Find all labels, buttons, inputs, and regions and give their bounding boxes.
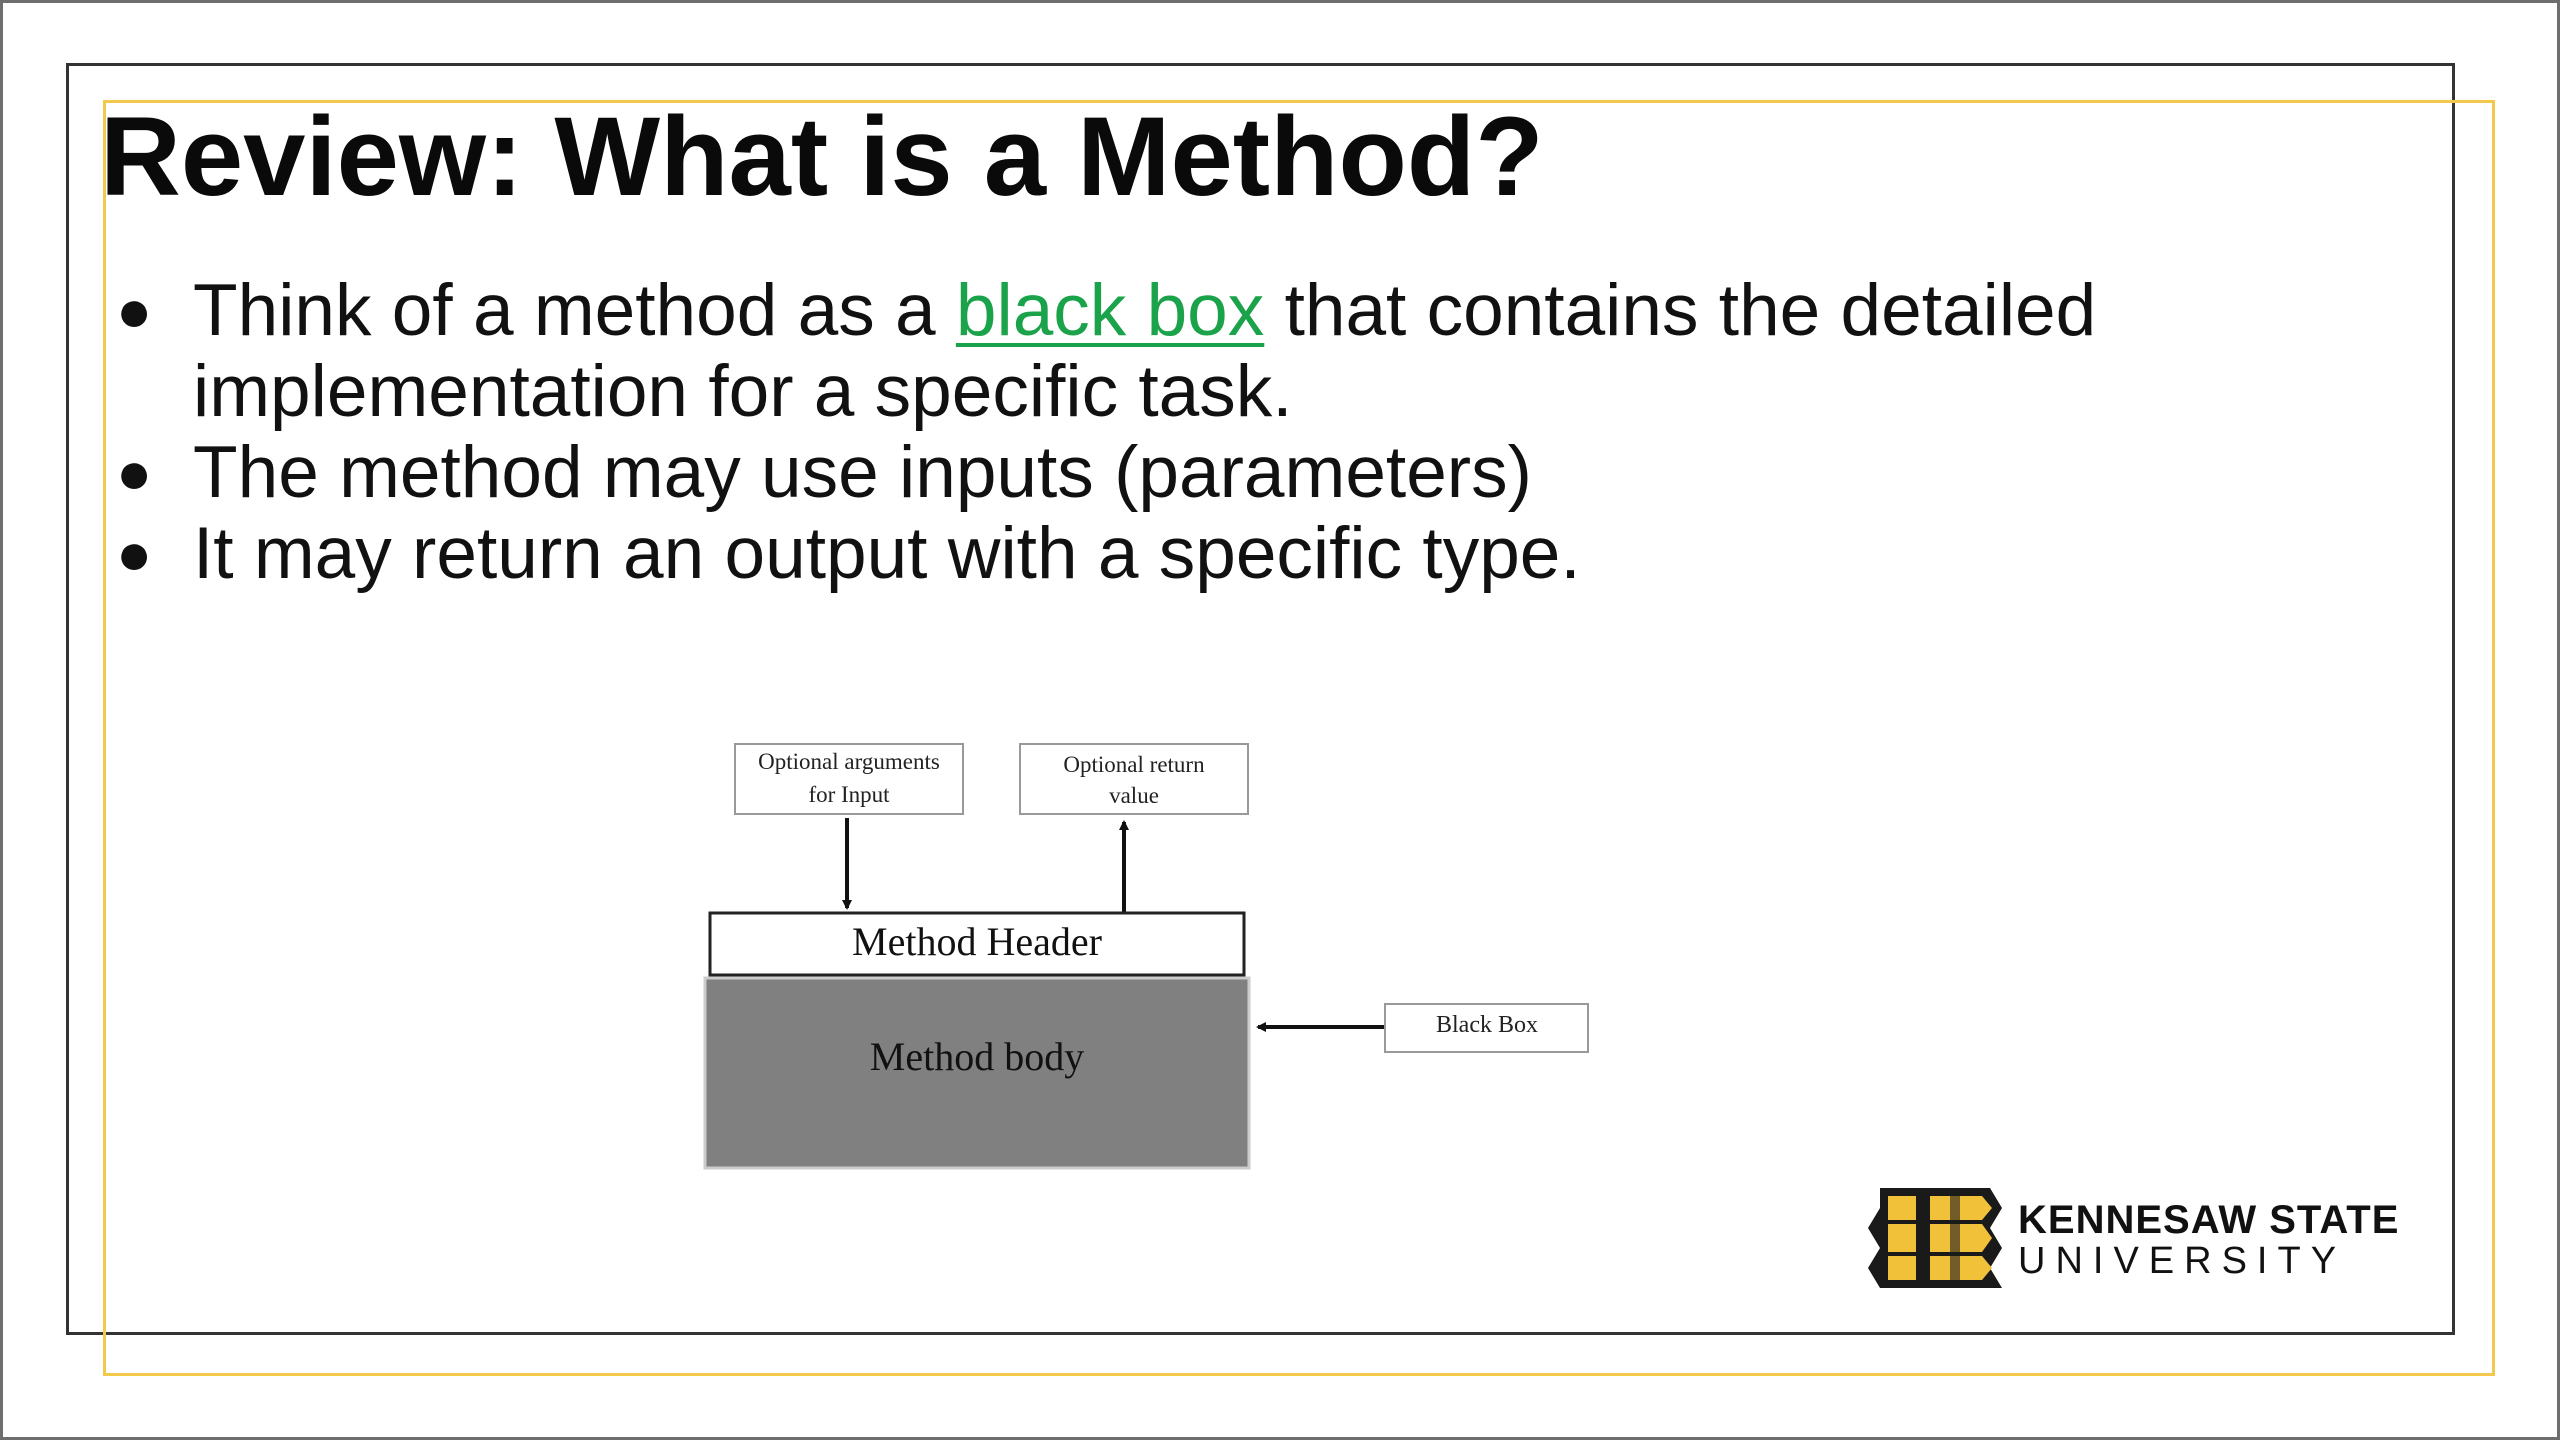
bullet-item: [108, 513, 2358, 594]
method-diagram: [690, 730, 1620, 1180]
return-label-line2: value: [1109, 783, 1159, 808]
method-header-label: Method Header: [852, 919, 1102, 964]
blackbox-label: Black Box: [1436, 1012, 1538, 1038]
input-label-line2: for Input: [808, 782, 890, 807]
bullet-dot-icon: ●: [116, 439, 153, 506]
bullet-text: Think of a method as a: [193, 270, 956, 351]
bullet-text: The method may use inputs (parameters): [193, 432, 1532, 513]
bullet-dot-icon: ●: [116, 520, 153, 587]
black-box-link[interactable]: black box: [955, 270, 1265, 351]
method-body-label: Method body: [869, 1034, 1085, 1079]
bullet-dot-icon: ●: [116, 277, 153, 344]
slide-title: Review: What is a Method?: [100, 94, 1544, 219]
bullet-item: [108, 432, 2358, 513]
bullet-text: It may return an output with a specific type.: [193, 513, 1581, 594]
logo-line2: UNIVERSITY: [2018, 1240, 2347, 1282]
bullet-list: [108, 270, 2358, 594]
return-label-line1: Optional return: [1063, 752, 1205, 777]
input-label-line1: Optional arguments: [758, 749, 940, 774]
logo-line1: KENNESAW STATE: [2018, 1198, 2400, 1242]
bullet-text: that contains the detailed implementation for a specific task.: [193, 270, 2097, 432]
bullet-item: [108, 270, 2358, 432]
